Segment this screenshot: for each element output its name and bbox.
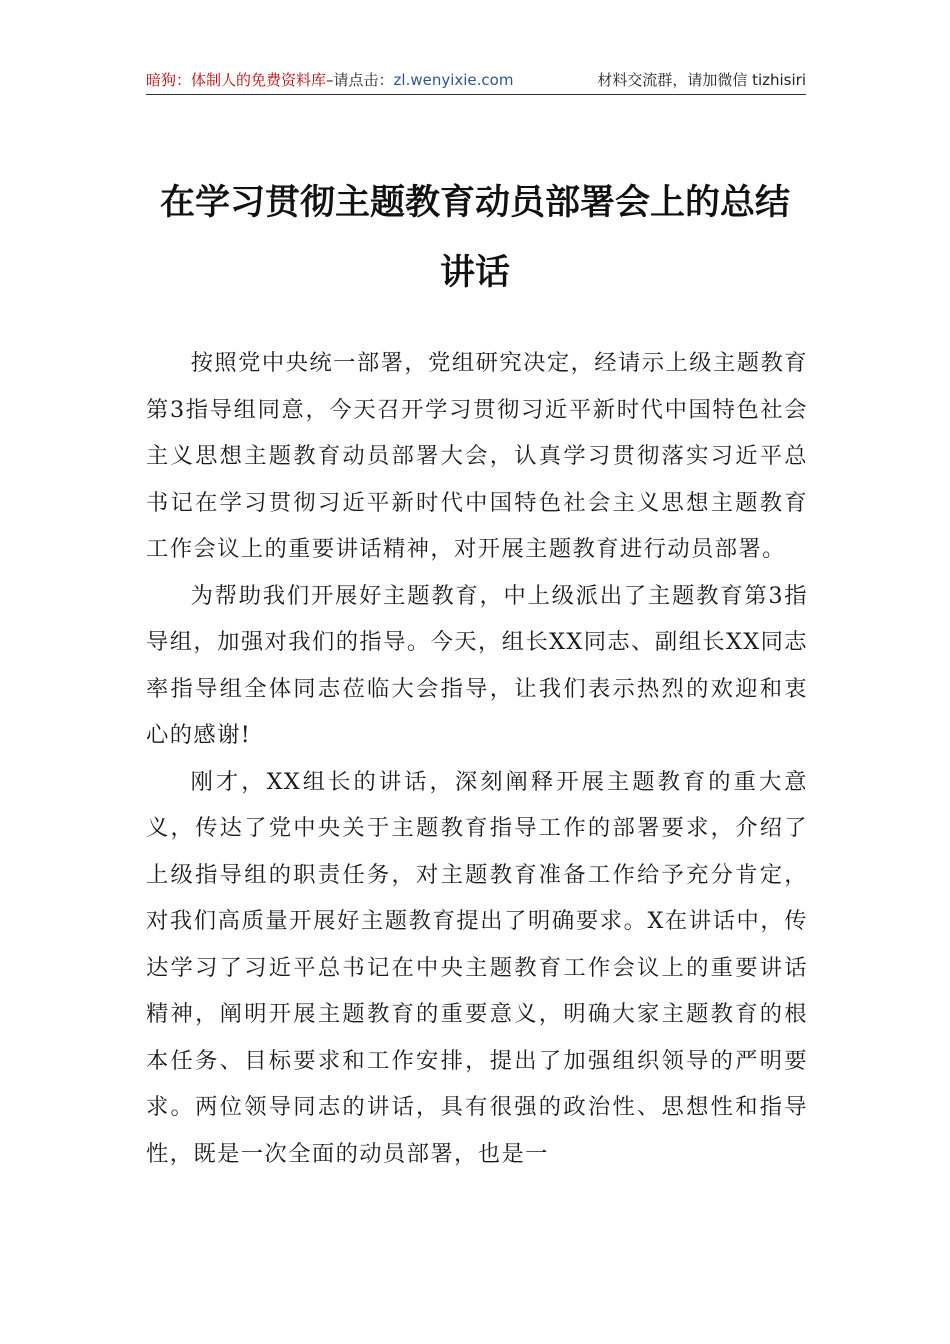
page-header [146,68,806,92]
paragraph-3: 刚才，XX组长的讲话，深刻阐释开展主题教育的重大意义，传达了党中央关于主题教育指导工作的部署要求，介绍了上级指导组的职责任务，对主题教育准备工作给予充分肯定，对我们高质量开展好主题教育提出了明确要求。X在讲话中，传达学习了习近平总书记在中央主题教育工作会议上的重要讲话精神，阐明开展主题教育的重要意义，明确大家主题教育的根本任务、目标要求和工作安排，提出了加强组织领导的严明要求。两位领导同志的讲话，具有很强的政治性、思想性和指导性，既是一次全面的动员部署，也是一 [146,768,808,1167]
document-title [140,168,810,308]
group-contact-text: 材料交流群，请加微信 tizhisiri [597,71,806,89]
header-divider [146,94,806,95]
site-label: 暗狗：体制人的免费资料库 [146,71,327,89]
paragraph-1: 按照党中央统一部署，党组研究决定，经请示上级主题教育第3指导组同意，今天召开学习贯彻习近平新时代中国特色社会主义思想主题教育动员部署大会，认真学习贯彻落实习近平总书记在学习贯彻习近平新时代中国特色社会主义思想主题教育工作会议上的重要讲话精神，对开展主题教育进行动员部署。 [146,350,808,562]
document-body [146,340,808,1177]
site-url-link[interactable]: zl.wenyixie.com [393,71,514,89]
title-line-1: 在学习贯彻主题教育动员部署会上的总结 [159,183,790,223]
title-line-2: 讲话 [439,253,510,293]
header-left [146,68,513,92]
click-label: –请点击： [326,71,394,89]
paragraph-2: 为帮助我们开展好主题教育，中上级派出了主题教育第3指导组，加强对我们的指导。今天，组长XX同志、副组长XX同志率指导组全体同志莅临大会指导，让我们表示热烈的欢迎和衷心的感谢! [146,582,808,748]
